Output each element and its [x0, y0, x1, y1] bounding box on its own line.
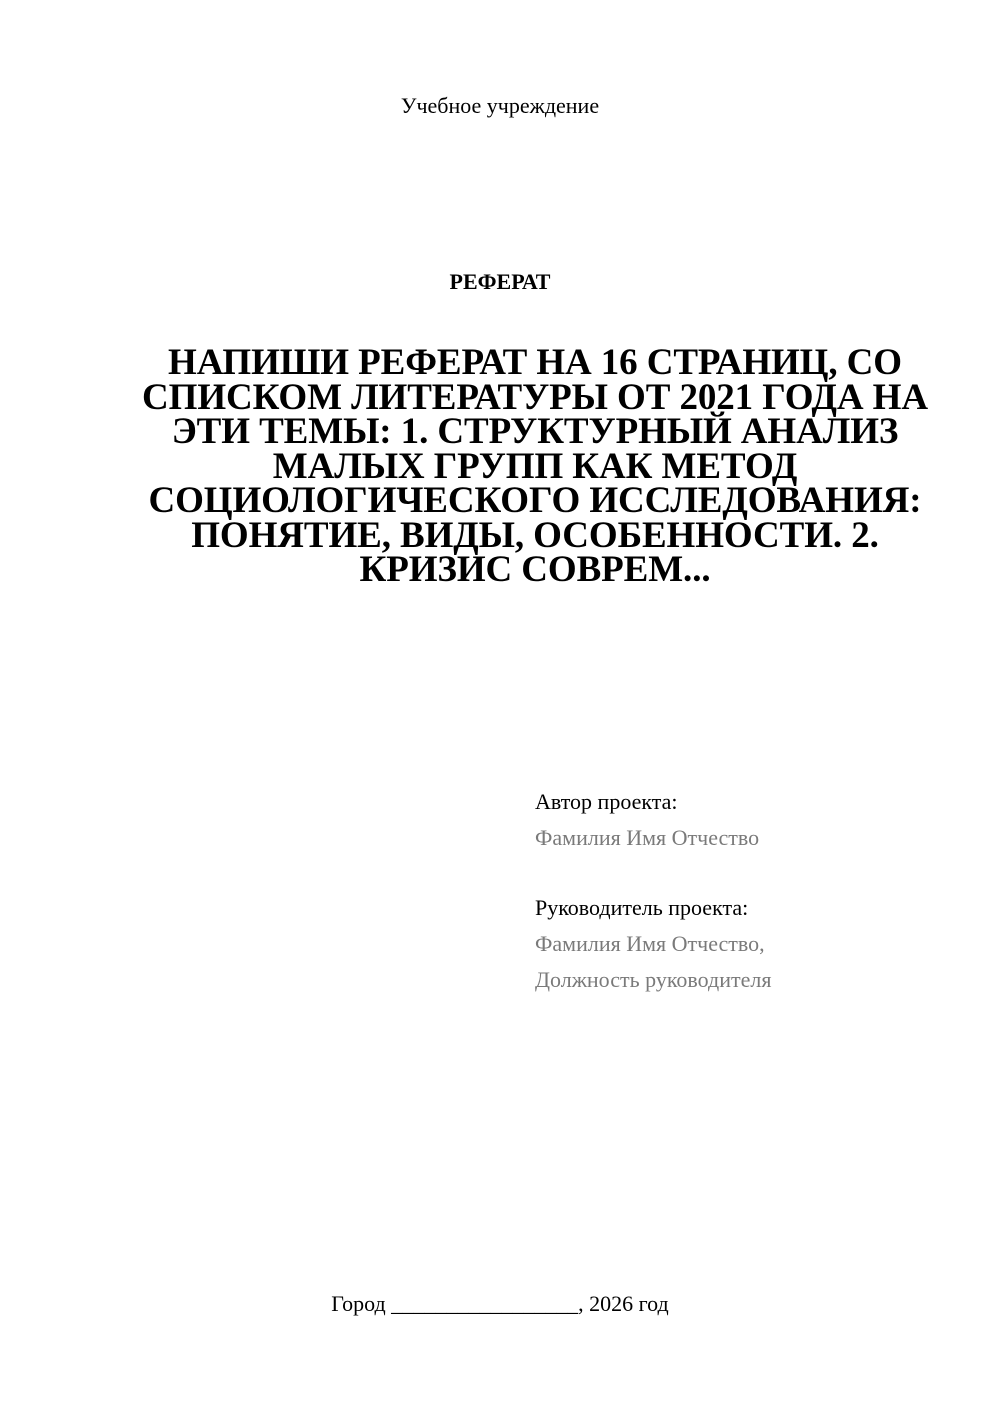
- supervisor-name: Фамилия Имя Отчество,: [535, 931, 765, 956]
- supervisor-block: [535, 890, 975, 998]
- supervisor-label: Руководитель проекта:: [535, 895, 749, 920]
- city-year-line: Город _________________, 2026 год: [331, 1291, 669, 1316]
- document-type-heading: РЕФЕРАТ: [449, 269, 551, 294]
- supervisor-position: Должность руководителя: [535, 967, 772, 992]
- author-label: Автор проекта:: [535, 789, 678, 814]
- author-name: Фамилия Имя Отчество: [535, 825, 760, 850]
- author-block: [535, 784, 975, 856]
- document-topic-title: НАПИШИ РЕФЕРАТ НА 16 СТРАНИЦ, СО СПИСКОМ ЛИТЕРАТУРЫ ОТ 2021 ГОДА НА ЭТИ ТЕМЫ: 1. СТРУКТУРНЫЙ АНАЛИЗ МАЛЫХ ГРУПП КАК МЕТОД СОЦИОЛОГИЧЕСКОГО ИССЛЕДОВАНИЯ: ПОНЯТИЕ, ВИДЫ, ОСОБЕННОСТИ. 2. КРИЗИС СОВРЕМ...: [142, 342, 928, 590]
- institution-name: Учебное учреждение: [400, 93, 600, 118]
